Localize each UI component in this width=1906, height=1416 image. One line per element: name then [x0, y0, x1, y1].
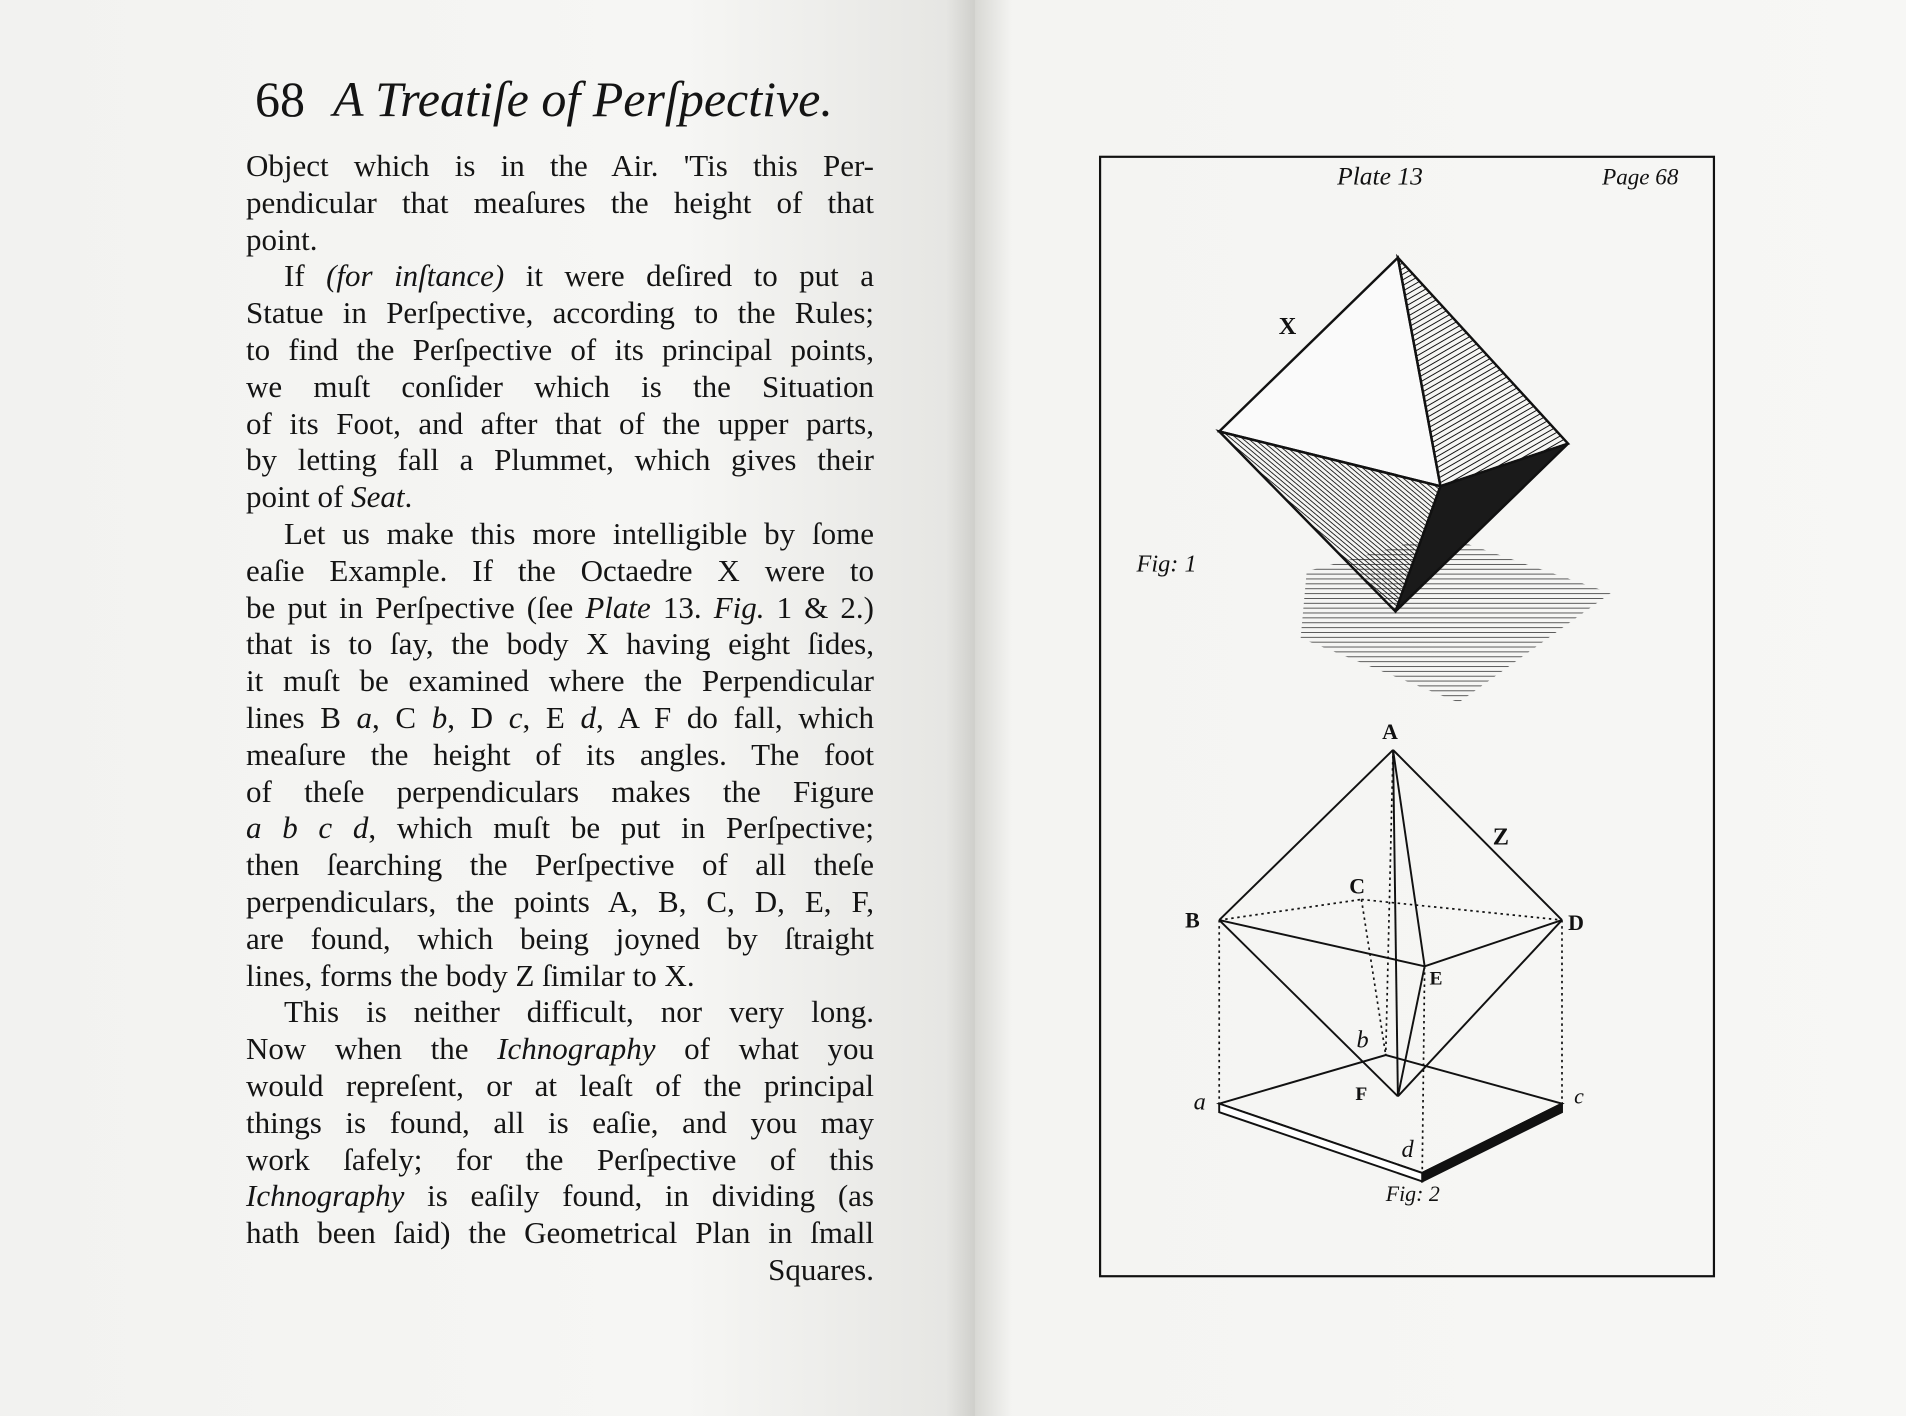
text-segment: of theſe perpendiculars makes the Figure [246, 773, 874, 809]
text-segment: This is neither difficult, nor very long. [284, 994, 874, 1030]
text-segment: it muſt be examined where the Perpendicular [246, 663, 874, 699]
fig2-label-z: Z [1492, 823, 1509, 851]
text-segment: Squares. [768, 1251, 874, 1287]
text-segment: , A F do fall, which [595, 699, 875, 735]
text-segment: are found, which being joyned by ſtraight [246, 920, 874, 956]
fig2-caption: Fig: 2 [1385, 1181, 1440, 1206]
running-title: A Treatiſe of Perſpective. [333, 71, 833, 127]
italic-text: d [580, 699, 596, 735]
italic-text: a [356, 699, 373, 735]
point-b-upper: B [1185, 908, 1200, 933]
point-e-upper: E [1429, 968, 1443, 990]
italic-text: a b c d [246, 810, 369, 846]
figure-2-labels [1185, 720, 1584, 1206]
point-f-upper: F [1355, 1083, 1368, 1105]
text-segment: is eaſily found, in dividing (as [404, 1178, 874, 1214]
italic-text: Plate [585, 589, 651, 625]
text-segment: it were deſired to put a [504, 258, 874, 294]
italic-text: c [508, 699, 523, 735]
point-d-lower: d [1401, 1136, 1414, 1164]
text-segment: work ſafely; for the Perſpective of this [246, 1141, 874, 1177]
text-segment: , C [372, 699, 432, 735]
text-segment: things is found, all is eaſie, and you may [246, 1104, 874, 1140]
text-segment: pendicular that meaſures the height of that [246, 184, 874, 220]
plate-label: Plate 13 [1337, 161, 1423, 191]
text-segment: perpendiculars, the points A, B, C, D, E, F, [246, 883, 874, 919]
text-segment: by letting fall a Plummet, which gives their [246, 442, 874, 478]
text-segment: 13. [650, 589, 714, 625]
text-segment: point. [246, 221, 318, 257]
text-segment: meaſure the height of its angles. The foot [246, 736, 874, 772]
text-segment: . [404, 479, 413, 515]
text-segment: be put in Perſpective (ſee [246, 589, 586, 625]
fig1-caption: Fig: 1 [1136, 550, 1197, 578]
point-a-lower: a [1193, 1088, 1206, 1116]
text-segment: , D [447, 699, 509, 735]
italic-text: b [431, 699, 448, 735]
text-segment: of its Foot, and after that of the upper parts, [246, 405, 874, 441]
italic-text: (for inſtance) [326, 258, 505, 294]
page-reference: Page 68 [1602, 163, 1679, 190]
italic-text: Ichnography [246, 1178, 405, 1214]
point-a-upper: A [1382, 719, 1398, 744]
point-c-lower: c [1574, 1084, 1584, 1109]
fig1-label-x: X [1278, 313, 1297, 341]
text-segment: Let us make this more intelligible by ſome [284, 515, 874, 551]
page-number: 68 [255, 71, 305, 127]
text-segment: that is to ſay, the body X having eight ſides, [246, 626, 874, 662]
base-plan [1219, 1055, 1562, 1173]
text-segment: of what you [655, 1031, 874, 1067]
italic-text: Ichnography [497, 1031, 656, 1067]
italic-text: Fig. [713, 589, 765, 625]
point-d-upper: D [1568, 910, 1584, 935]
text-segment: , which muſt be put in Perſpective; [368, 810, 874, 846]
text-segment: If [284, 258, 327, 294]
text-segment: Statue in Perſpective, according to the Rules; [246, 295, 874, 331]
text-segment: , E [522, 699, 581, 735]
text-segment: then ſearching the Perſpective of all theſe [246, 847, 874, 883]
text-segment: lines, forms the body Z ſimilar to X. [246, 957, 695, 993]
text-segment: hath been ſaid) the Geometrical Plan in ſmall [246, 1215, 874, 1251]
text-segment: eaſie Example. If the Octaedre X were to [246, 552, 874, 588]
text-segment: Now when the [246, 1031, 498, 1067]
text-segment: 1 & 2.) [764, 589, 874, 625]
text-segment: would repreſent, or at leaſt of the principal [246, 1067, 874, 1103]
base-edge [1422, 1104, 1562, 1182]
point-b-lower: b [1356, 1026, 1369, 1054]
text-segment: Object which is in the Air. 'Tis this Per- [246, 148, 874, 183]
text-segment: we muſt conſider which is the Situation [246, 368, 874, 404]
text-segment: to find the Perſpective of its principal points, [246, 331, 874, 367]
italic-text: Seat [351, 479, 405, 515]
figure-2-octahedron [1219, 750, 1562, 1181]
point-c-upper: C [1349, 874, 1366, 899]
figure-1-octahedron [1136, 258, 1611, 703]
text-segment: point of [246, 479, 352, 515]
text-segment: lines B [246, 699, 357, 735]
